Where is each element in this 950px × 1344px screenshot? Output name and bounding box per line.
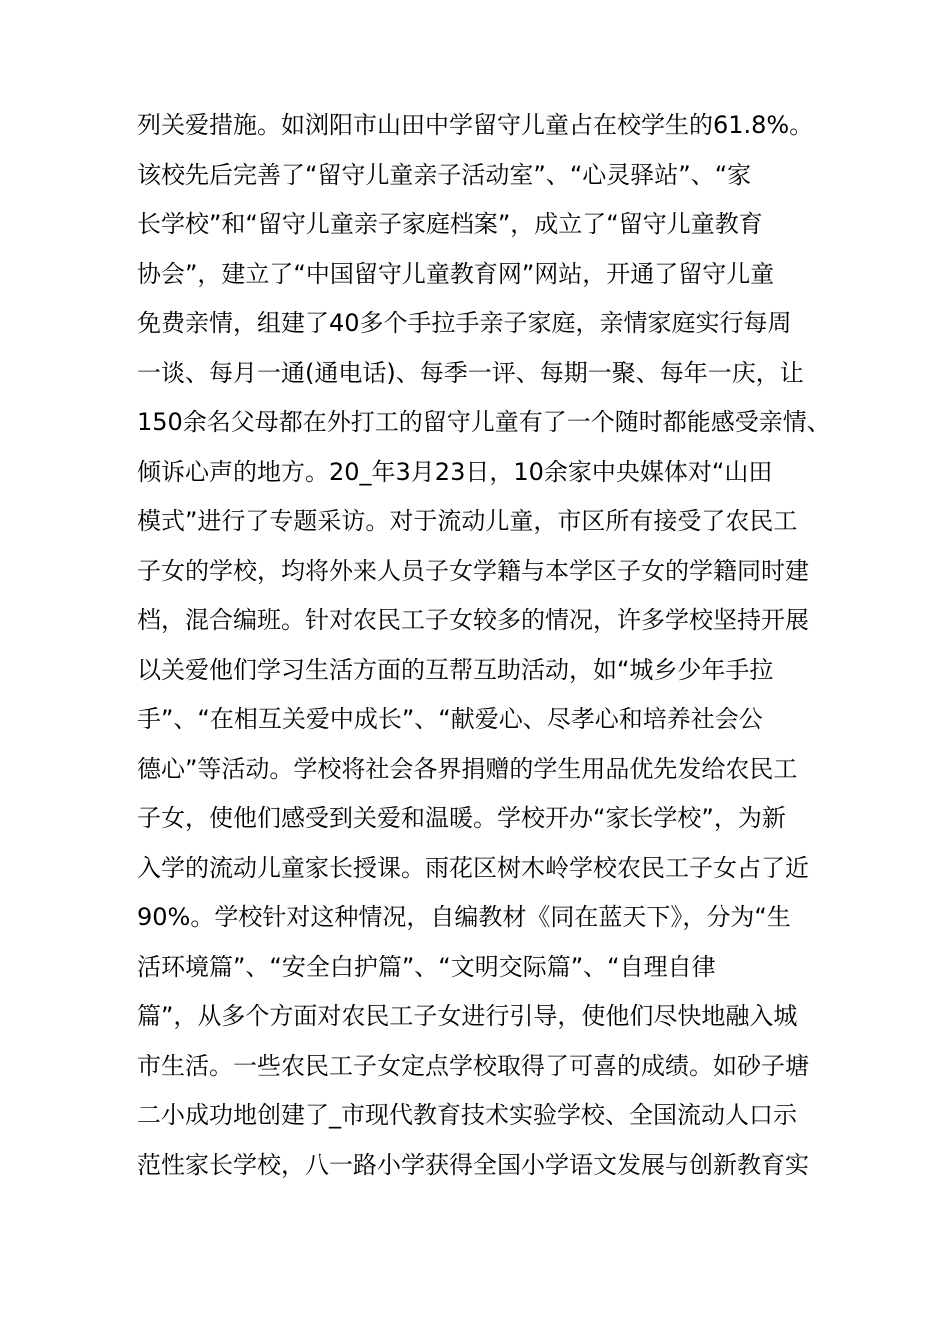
text-line: 二小成功地创建了_市现代教育技术实验学校、全国流动人口示 <box>137 1101 797 1129</box>
text-line: 150余名父母都在外打工的留守儿童有了一个随时都能感受亲情、 <box>137 408 831 436</box>
text-line: 协会”，建立了“中国留守儿童教育网”网站，开通了留守儿童 <box>137 259 775 288</box>
text-line: 市生活。一些农民工子女定点学校取得了可喜的成绩。如砂子塘 <box>137 1051 809 1080</box>
text-line: 子女，使他们感受到关爱和温暖。学校开办“家长学校”，为新 <box>137 804 786 832</box>
text-line: 一谈、每月一通(通电话)、每季一评、每期一聚、每年一庆，让 <box>137 358 804 387</box>
text-line: 模式”进行了专题采访。对于流动儿童，市区所有接受了农民工 <box>137 507 798 535</box>
text-line: 该校先后完善了“留守儿童亲子活动室”、“心灵驿站”、“家 <box>137 160 752 189</box>
text-line: 免费亲情，组建了40多个手拉手亲子家庭，亲情家庭实行每周 <box>137 309 792 337</box>
text-line: 档，混合编班。针对农民工子女较多的情况，许多学校坚持开展 <box>137 606 809 634</box>
text-line: 篇”，从多个方面对农民工子女进行引导，使他们尽快地融入城 <box>137 1002 798 1030</box>
text-line: 列关爱措施。如浏阳市山田中学留守儿童占在校学生的61.8%。 <box>137 111 814 139</box>
text-line: 90%。学校针对这种情况，自编教材《同在蓝天下》，分为“生 <box>137 903 791 931</box>
text-line: 范性家长学校，八一路小学获得全国小学语文发展与创新教育实 <box>137 1150 809 1179</box>
text-line: 长学校”和“留守儿童亲子家庭档案”，成立了“留守儿童教育 <box>137 210 763 238</box>
text-line: 入学的流动儿童家长授课。雨花区树木岭学校农民工子女占了近 <box>137 853 809 882</box>
text-line: 活环境篇”、“安全白护篇”、“文明交际篇”、“自理自律 <box>137 952 716 981</box>
text-line: 子女的学校，均将外来人员子女学籍与本学区子女的学籍同时建 <box>137 556 809 585</box>
text-line: 德心”等活动。学校将社会各界捐赠的学生用品优先发给农民工 <box>137 754 798 783</box>
body-paragraph <box>137 101 837 1190</box>
text-line: 手”、“在相互关爱中成长”、“献爱心、尽孝心和培养社会公 <box>137 705 763 733</box>
text-line: 倾诉心声的地方。20_年3月23日，10余家中央媒体对“山田 <box>137 457 773 486</box>
text-line: 以关爱他们学习生活方面的互帮互助活动，如“城乡少年手拉 <box>137 655 774 684</box>
